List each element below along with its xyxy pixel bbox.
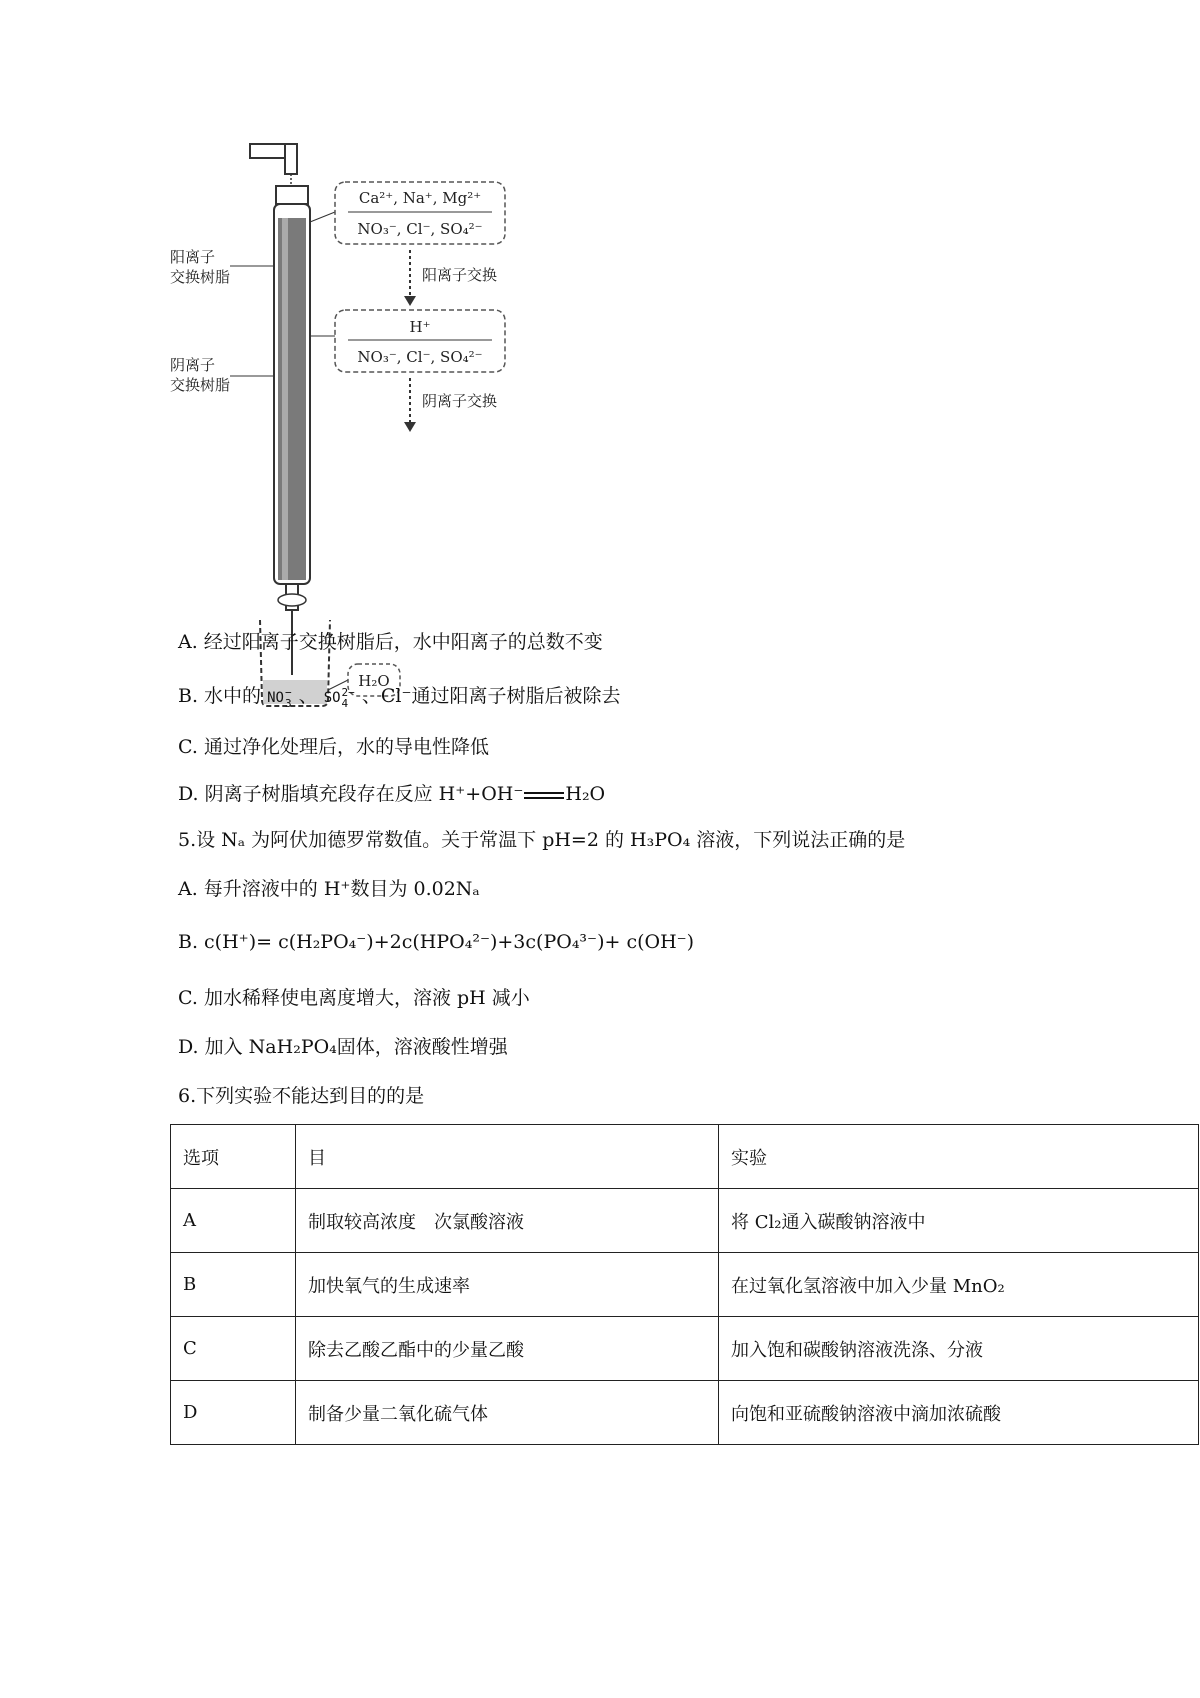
header-option: 选项 (171, 1125, 296, 1189)
arrow-down-icon (404, 422, 416, 432)
nitrate-formula: NO − 3 (267, 686, 292, 710)
box2-cations: H⁺ (409, 318, 431, 336)
q4-option-b: B. 水中的 NO − 3 、 SO 2− 4 、Cl⁻通过阳离子树脂后被除去 (178, 685, 621, 710)
row-purpose: 制备少量二氧化硫气体 (296, 1381, 719, 1445)
table-header-row (171, 1125, 1199, 1189)
table-row (171, 1317, 1199, 1381)
q5-option-c: C. 加水稀释使电离度增大，溶液 pH 减小 (178, 987, 530, 1009)
row-experiment: 向饱和亚硫酸钠溶液中滴加浓硫酸 (719, 1381, 1199, 1445)
equals-sign (524, 792, 564, 799)
table-row (171, 1381, 1199, 1445)
q4-option-d-post: H₂O (565, 783, 606, 805)
arrow-down-icon (404, 296, 416, 306)
anion-resin-label-2: 交换树脂 (170, 376, 231, 394)
box1-anions: NO₃⁻, Cl⁻, SO₄²⁻ (357, 220, 483, 238)
box1-cations: Ca²⁺, Na⁺, Mg²⁺ (358, 189, 482, 207)
cation-resin-label-1: 阳离子 (170, 248, 216, 266)
q4-option-a: A. 经过阳离子交换树脂后，水中阳离子的总数不变 (178, 631, 603, 653)
row-option: C (171, 1317, 296, 1381)
row-experiment: 将 Cl₂通入碳酸钠溶液中 (719, 1189, 1199, 1253)
q5-option-a: A. 每升溶液中的 H⁺数目为 0.02Nₐ (178, 878, 480, 900)
water-label: H₂O (358, 672, 390, 690)
q4-option-b-pre: B. 水中的 (178, 685, 262, 707)
row-experiment: 在过氧化氢溶液中加入少量 MnO₂ (719, 1253, 1199, 1317)
q4-option-d-pre: D. 阴离子树脂填充段存在反应 H⁺+OH⁻ (178, 783, 524, 805)
row-purpose: 制取较高浓度 次氯酸溶液 (296, 1189, 719, 1253)
header-purpose: 目 (296, 1125, 719, 1189)
table-row (171, 1189, 1199, 1253)
table-row (171, 1253, 1199, 1317)
anion-resin-label-1: 阴离子 (170, 356, 216, 374)
q5-stem: 5.设 Nₐ 为阿伏加德罗常数值。关于常温下 pH=2 的 H₃PO₄ 溶液，下列说法正确的是 (178, 829, 906, 851)
row-purpose: 加快氧气的生成速率 (296, 1253, 719, 1317)
row-experiment: 加入饱和碳酸钠溶液洗涤、分液 (719, 1317, 1199, 1381)
q5-option-d: D. 加入 NaH₂PO₄固体，溶液酸性增强 (178, 1036, 508, 1058)
q4-option-d (178, 780, 605, 808)
row-option: B (171, 1253, 296, 1317)
arrow1-label: 阳离子交换 (422, 266, 498, 284)
sulfate-formula: SO 2− 4 (323, 686, 355, 710)
q4-option-c: C. 通过净化处理后，水的导电性降低 (178, 736, 489, 758)
row-option: A (171, 1189, 296, 1253)
q5-option-b: B. c(H⁺)= c(H₂PO₄⁻)+2c(HPO₄²⁻)+3c(PO₄³⁻)+ c(OH⁻) (178, 931, 695, 953)
row-purpose: 除去乙酸乙酯中的少量乙酸 (296, 1317, 719, 1381)
experiment-table (170, 1124, 1199, 1445)
arrow2-label: 阴离子交换 (422, 392, 498, 410)
q6-stem: 6.下列实验不能达到目的的是 (178, 1085, 425, 1107)
box2-anions: NO₃⁻, Cl⁻, SO₄²⁻ (357, 348, 483, 366)
cation-resin-label-2: 交换树脂 (170, 268, 231, 286)
row-option: D (171, 1381, 296, 1445)
q4-option-b-post: 、Cl⁻通过阳离子树脂后被除去 (361, 685, 621, 707)
header-experiment: 实验 (719, 1125, 1199, 1189)
